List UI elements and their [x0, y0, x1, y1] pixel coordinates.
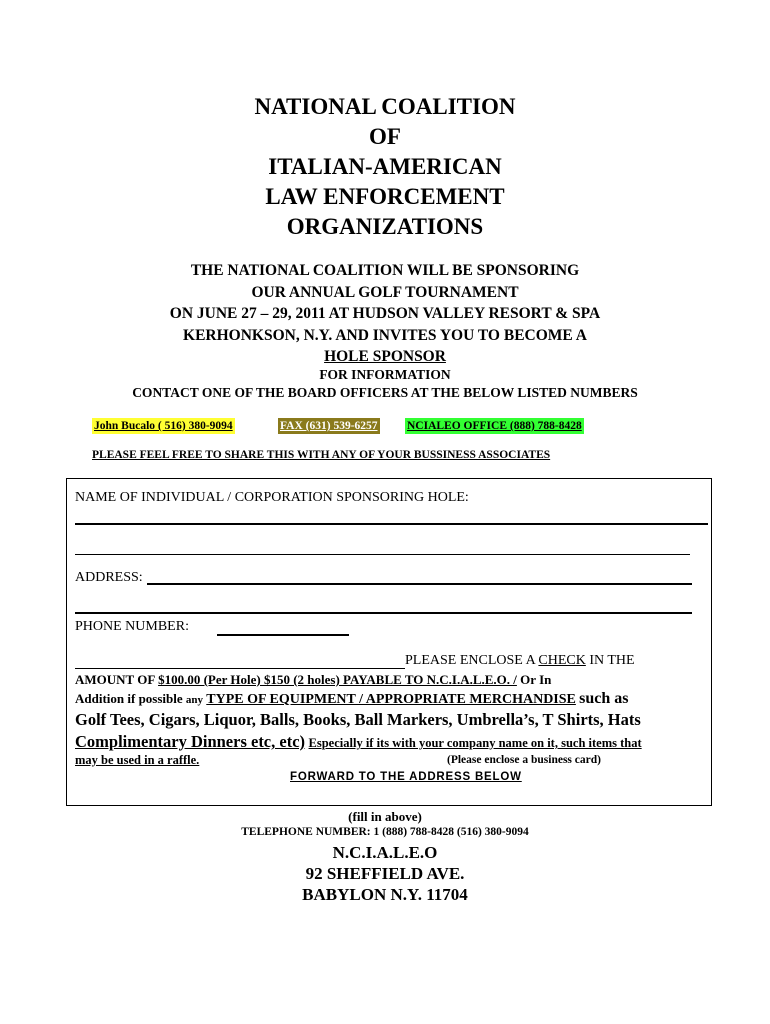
org-name: N.C.I.A.L.E.O: [332, 843, 438, 862]
telephone-line: TELEPHONE NUMBER: 1 (888) 788-8428 (516) 380-9094: [241, 826, 529, 838]
amount-value: $100.00 (Per Hole) $150 (2 holes) PAYABLE TO N.C.I.A.L.E.O. /: [158, 672, 517, 687]
street-address: 92 SHEFFIELD AVE.: [305, 864, 465, 883]
address-label: ADDRESS:: [75, 570, 143, 585]
contact-fax: FAX (631) 539-6257: [280, 420, 378, 432]
title-line: NATIONAL COALITION: [254, 94, 516, 119]
amount-line[interactable]: [75, 668, 405, 669]
phone-number-label: PHONE NUMBER:: [75, 619, 189, 634]
contact-office: NCIALEO OFFICE (888) 788-8428: [407, 420, 582, 432]
intro-line: KERHONKSON, N.Y. AND INVITES YOU TO BECOME A: [183, 326, 587, 344]
info-block: [0, 366, 770, 402]
city-address: BABYLON N.Y. 11704: [302, 885, 468, 904]
intro-paragraph: [0, 260, 770, 368]
fill-in-note: (fill in above): [348, 809, 422, 824]
info-line: FOR INFORMATION: [319, 367, 451, 382]
sponsor-name-line[interactable]: [75, 523, 708, 525]
items-line: Golf Tees, Cigars, Liquor, Balls, Books, Ball Markers, Umbrella’s, T Shirts, Hats: [75, 710, 641, 729]
amount-text: AMOUNT OF $100.00 (Per Hole) $150 (2 holes) PAYABLE TO N.C.I.A.L.E.O. / Or In: [75, 672, 552, 687]
title-line: ORGANIZATIONS: [286, 214, 484, 239]
equipment-text: TYPE OF EQUIPMENT / APPROPRIATE MERCHANDISE: [206, 692, 576, 707]
title-line: ITALIAN-AMERICAN: [268, 154, 502, 179]
contact-john-bucalo: John Bucalo ( 516) 380-9094: [94, 420, 233, 432]
enclose-check-text: PLEASE ENCLOSE A CHECK IN THE: [405, 653, 635, 668]
intro-line: ON JUNE 27 – 29, 2011 AT HUDSON VALLEY RESORT & SPA: [169, 305, 601, 322]
address-line-2[interactable]: [75, 612, 692, 614]
intro-line: THE NATIONAL COALITION WILL BE SPONSORING: [190, 262, 580, 279]
info-line: CONTACT ONE OF THE BOARD OFFICERS AT THE BELOW LISTED NUMBERS: [132, 385, 638, 400]
check-word: CHECK: [538, 653, 586, 668]
hole-sponsor-heading: HOLE SPONSOR: [324, 348, 446, 365]
sponsor-name-label: NAME OF INDIVIDUAL / CORPORATION SPONSORING HOLE:: [75, 490, 469, 505]
title-line: LAW ENFORCEMENT: [265, 184, 505, 209]
document-title: [0, 92, 770, 242]
sponsor-name-line-2[interactable]: [75, 554, 690, 555]
business-card-note: (Please enclose a business card): [447, 754, 601, 766]
addition-text: Addition if possible any TYPE OF EQUIPMENT / APPROPRIATE MERCHANDISE such as: [75, 690, 629, 707]
forward-address-text: FORWARD TO THE ADDRESS BELOW: [290, 771, 522, 783]
intro-line: OUR ANNUAL GOLF TOURNAMENT: [251, 283, 519, 301]
phone-number-line[interactable]: [217, 634, 349, 636]
share-note: PLEASE FEEL FREE TO SHARE THIS WITH ANY OF YOUR BUSSINESS ASSOCIATES: [92, 449, 551, 461]
raffle-text: may be used in a raffle.: [75, 753, 200, 767]
title-line: OF: [369, 124, 401, 149]
sponsor-form: [66, 478, 712, 806]
address-line[interactable]: [147, 583, 692, 585]
dinners-line: Complimentary Dinners etc, etc) Especially if its with your company name on it, such items that: [75, 732, 642, 751]
